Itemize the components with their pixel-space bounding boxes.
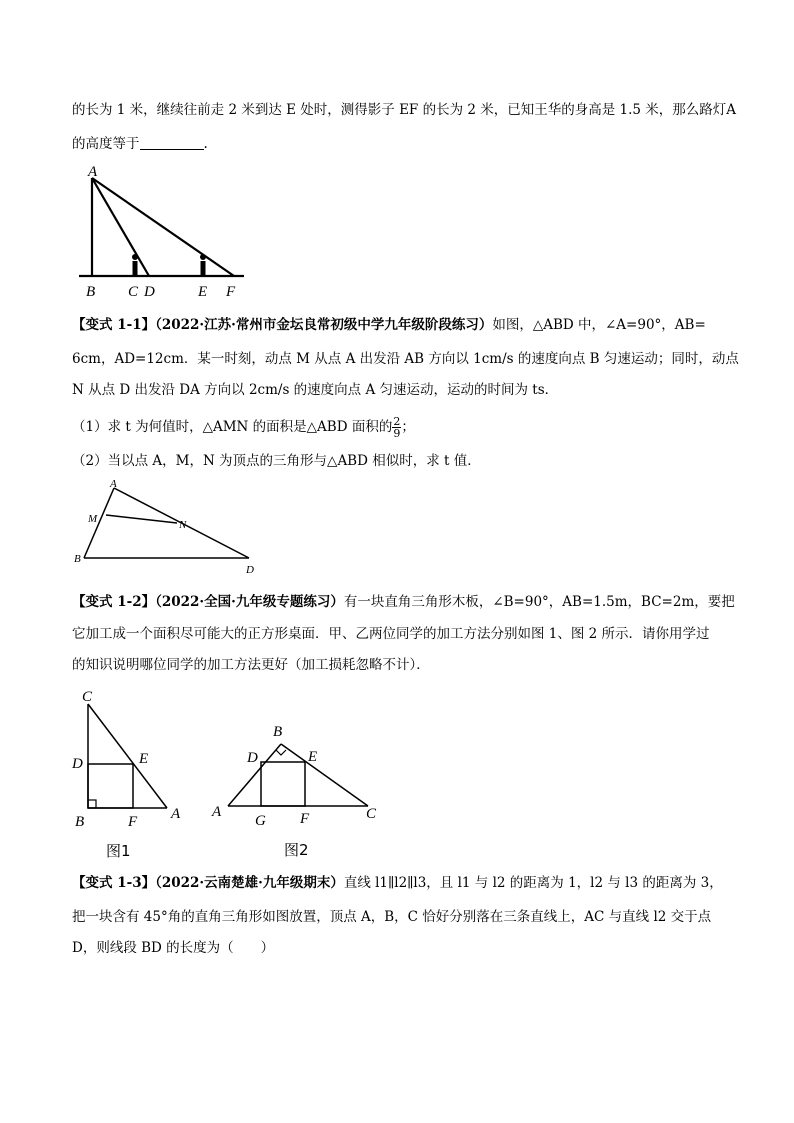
v12-tag: 【变式 1-2】 (72, 594, 156, 610)
label-B: B (86, 284, 96, 300)
right-angle-mark (88, 800, 96, 808)
figure-1 (70, 686, 200, 866)
intro-line-2-end: . (203, 136, 208, 152)
label-D: D (72, 756, 83, 772)
v11-question-2: （2）当以点 A，M，N 为顶点的三角形与△ABD 相似时，求 t 值． (72, 453, 481, 469)
fraction-numerator: 2 (393, 415, 401, 428)
label-C: C (128, 284, 139, 300)
v13-line-3: D，则线段 BD 的长度为（ ） (72, 940, 275, 956)
label-E: E (308, 749, 318, 765)
label-F: F (128, 814, 138, 830)
label-E: E (198, 284, 208, 300)
label-A: A (171, 806, 181, 822)
v11-line-2: 6cm，AD=12cm．某一时刻，动点 M 从点 A 出发沿 AB 方向以 1cm/s 的速度向点 B 匀速运动；同时，动点 (72, 351, 739, 367)
label-F: F (300, 811, 310, 827)
v12-line-1-text: 有一块直角三角形木板，∠B=90°，AB=1.5m，BC=2m，要把 (343, 594, 735, 610)
v11-q1-end: ； (401, 419, 415, 435)
label-C: C (82, 689, 93, 705)
label-G: G (255, 813, 266, 829)
intro-line-2-text: 的高度等于 (72, 136, 140, 152)
v12-source: （2022·全国·九年级专题练习） (155, 594, 344, 610)
v13-line-1-text: 直线 l1∥l2∥l3，且 l1 与 l2 的距离为 1，l2 与 l3 的距离为 3， (343, 875, 723, 891)
street-lamp-figure (74, 162, 254, 302)
label-D: D (247, 750, 258, 766)
v11-source: （2022·江苏·常州市金坛良常初级中学九年级阶段练习） (155, 317, 493, 333)
label-D: D (246, 564, 254, 576)
fraction (392, 416, 401, 439)
fraction-denominator: 9 (393, 427, 401, 440)
label-D: D (144, 284, 155, 300)
intro-line-1: 的长为 1 米，继续往前走 2 米到达 E 处时，测得影子 EF 的长为 2 米，已知王华的身高是 1.5 米，那么路灯A (72, 102, 737, 118)
label-A: A (212, 804, 222, 820)
person-icon (132, 254, 138, 276)
v13-source: （2022·云南楚雄·九年级期末） (155, 875, 344, 891)
v11-line-3: N 从点 D 出发沿 DA 方向以 2cm/s 的速度向点 A 匀速运动，运动的时间为 ts． (72, 382, 559, 398)
v11-line-1-text: 如图，△ABD 中，∠A=90°，AB= (492, 317, 706, 333)
v12-line-3: 的知识说明哪位同学的加工方法更好（加工损耗忽略不计）． (72, 657, 430, 673)
v11-question-1 (72, 416, 415, 439)
v13-line-1 (72, 873, 723, 893)
label-N: N (179, 519, 187, 531)
triangle-abd-figure (74, 478, 274, 578)
v13-tag: 【变式 1-3】 (72, 875, 156, 891)
intro-line-2 (72, 134, 208, 154)
v13-line-2: 把一块含有 45°角的直角三角形如图放置，顶点 A，B，C 恰好分别落在三条直线上，AC 与直线 l2 交于点 (72, 909, 712, 925)
v12-line-2: 它加工成一个面积尽可能大的正方形桌面．甲、乙两位同学的加工方法分别如图 1、图 2 所示．请你用学过 (72, 626, 710, 642)
label-M: M (88, 513, 98, 525)
label-F: F (226, 284, 236, 300)
label-A: A (110, 478, 117, 490)
figure-2 (206, 714, 386, 864)
v11-tag: 【变式 1-1】 (72, 317, 156, 333)
v11-line-1 (72, 315, 706, 335)
figure-2-caption: 图2 (284, 841, 309, 859)
person-icon (200, 254, 206, 276)
label-A: A (88, 164, 98, 180)
label-B: B (273, 724, 283, 740)
figure-1-caption: 图1 (106, 842, 131, 860)
label-B: B (74, 553, 81, 565)
v12-line-1 (72, 592, 735, 612)
label-C: C (366, 806, 377, 822)
label-E: E (139, 751, 149, 767)
right-angle-mark (276, 750, 286, 755)
answer-blank (140, 135, 204, 150)
label-B: B (75, 814, 85, 830)
v11-q1-text: （1）求 t 为何值时，△AMN 的面积是△ABD 面积的 (72, 419, 393, 435)
